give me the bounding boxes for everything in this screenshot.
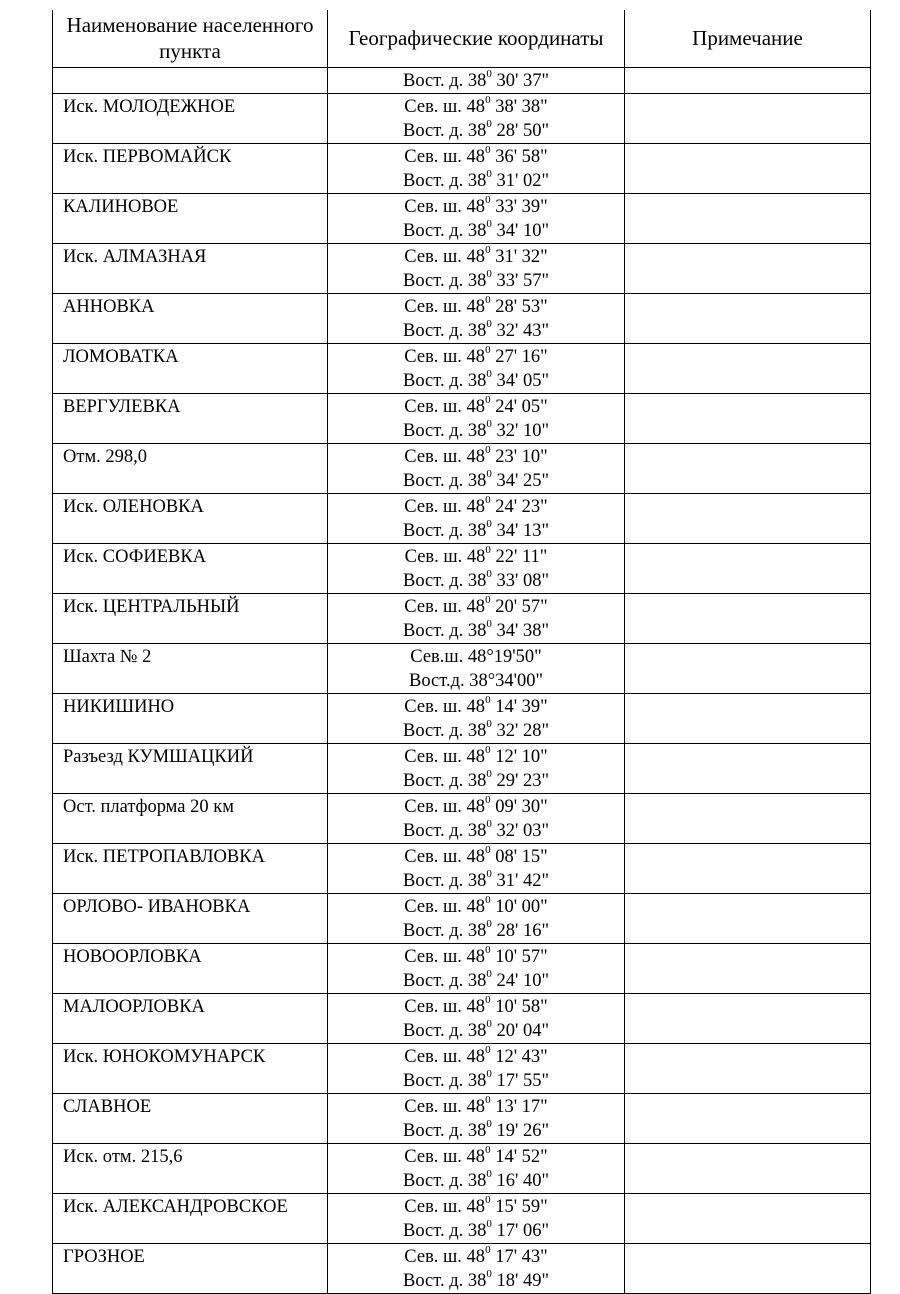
degree-mark: 0	[485, 1144, 491, 1157]
table-row	[53, 443, 871, 493]
coordinates-cell	[328, 893, 625, 943]
settlement-name: Шахта № 2	[53, 643, 328, 693]
east-longitude: Вост. д. $38^0$ 31' 02"	[402, 168, 549, 191]
settlement-name: Разъезд КУМШАЦКИЙ	[53, 743, 328, 793]
north-latitude: Сев. ш. $48^0$ 20' 57"	[404, 594, 548, 617]
settlement-name: Иск. ОЛЕНОВКА	[53, 493, 328, 543]
note-cell	[625, 193, 871, 243]
settlement-name: Иск. отм. 215,6	[53, 1143, 328, 1193]
continuation-note-cell	[625, 67, 871, 93]
continuation-east-coordinate: Вост. д. $38^0$ 30' 37"	[328, 67, 625, 93]
table-row	[53, 1043, 871, 1093]
degree-mark: 0	[486, 1168, 492, 1181]
degree-mark: 0	[485, 94, 491, 107]
east-longitude: Вост.д. 38°34'00"	[408, 670, 544, 691]
table-row	[53, 293, 871, 343]
settlement-name: Иск. СОФИЕВКА	[53, 543, 328, 593]
table-row	[53, 343, 871, 393]
east-longitude: Вост. д. $38^0$ 24' 10"	[402, 968, 549, 991]
coordinates-cell	[328, 343, 625, 393]
east-longitude: Вост. д. $38^0$ 17' 55"	[402, 1068, 549, 1091]
east-longitude: Вост. д. $38^0$ 18' 49"	[402, 1268, 549, 1291]
north-latitude: Сев. ш. $48^0$ 10' 57"	[404, 944, 548, 967]
degree-mark: 0	[486, 918, 492, 931]
degree-mark: 0	[485, 994, 491, 1007]
east-longitude: Вост. д. $38^0$ 34' 10"	[402, 218, 549, 241]
degree-mark: 0	[486, 968, 492, 981]
header-note: Примечание	[625, 10, 871, 67]
north-latitude: Сев. ш. $48^0$ 17' 43"	[404, 1244, 548, 1267]
north-latitude: Сев. ш. $48^0$ 14' 39"	[404, 694, 548, 717]
degree-mark: 0	[485, 1094, 491, 1107]
settlement-name: ВЕРГУЛЕВКА	[53, 393, 328, 443]
north-latitude: Сев. ш. $48^0$ 31' 32"	[404, 244, 548, 267]
north-latitude: Сев. ш. $48^0$ 15' 59"	[404, 1194, 548, 1217]
east-longitude: Вост. д. $38^0$ 33' 08"	[402, 568, 549, 591]
degree-mark: 0	[485, 1194, 491, 1207]
north-latitude: Сев. ш. $48^0$ 36' 58"	[404, 144, 548, 167]
coordinates-cell	[328, 943, 625, 993]
east-longitude: Вост. д. $38^0$ 32' 28"	[402, 718, 549, 741]
north-latitude: Сев. ш. $48^0$ 23' 10"	[404, 444, 548, 467]
table-row	[53, 243, 871, 293]
note-cell	[625, 93, 871, 143]
coordinates-cell	[328, 693, 625, 743]
east-longitude: Вост. д. $38^0$ 19' 26"	[402, 1118, 549, 1141]
note-cell	[625, 1043, 871, 1093]
table-row	[53, 693, 871, 743]
degree-mark: 0	[485, 294, 491, 307]
coordinates-cell	[328, 793, 625, 843]
note-cell	[625, 293, 871, 343]
note-cell	[625, 693, 871, 743]
coordinates-cell	[328, 1243, 625, 1293]
degree-mark: 0	[486, 1268, 492, 1281]
note-cell	[625, 1143, 871, 1193]
degree-mark: 0	[485, 544, 491, 557]
note-cell	[625, 843, 871, 893]
north-latitude: Сев. ш. $48^0$ 24' 23"	[404, 494, 548, 517]
degree-mark: 0	[486, 118, 492, 131]
note-cell	[625, 993, 871, 1043]
coordinates-cell	[328, 393, 625, 443]
note-cell	[625, 643, 871, 693]
north-latitude: Сев.ш. 48°19'50"	[410, 646, 542, 667]
table-body	[53, 67, 871, 1293]
settlement-name: Ост. платформа 20 км	[53, 793, 328, 843]
table-row	[53, 543, 871, 593]
east-longitude: Вост. д. $38^0$ 32' 10"	[402, 418, 549, 441]
note-cell	[625, 943, 871, 993]
note-cell	[625, 593, 871, 643]
note-cell	[625, 443, 871, 493]
settlement-name: МАЛООРЛОВКА	[53, 993, 328, 1043]
table-row	[53, 1193, 871, 1243]
coordinates-cell	[328, 443, 625, 493]
note-cell	[625, 893, 871, 943]
coordinates-cell	[328, 243, 625, 293]
degree-mark: 0	[485, 844, 491, 857]
degree-mark: 0	[485, 394, 491, 407]
settlement-name: ОРЛОВО- ИВАНОВКА	[53, 893, 328, 943]
degree-mark: 0	[485, 494, 491, 507]
settlement-name: НИКИШИНО	[53, 693, 328, 743]
east-longitude: Вост. д. $38^0$ 32' 03"	[402, 818, 549, 841]
degree-mark: 0	[485, 744, 491, 757]
settlement-name: Иск. ПЕТРОПАВЛОВКА	[53, 843, 328, 893]
degree-mark: 0	[485, 694, 491, 707]
coordinates-cell	[328, 743, 625, 793]
degree-mark: 0	[485, 894, 491, 907]
north-latitude: Сев. ш. $48^0$ 14' 52"	[404, 1144, 548, 1167]
note-cell	[625, 543, 871, 593]
note-cell	[625, 243, 871, 293]
table-row	[53, 393, 871, 443]
table-row	[53, 793, 871, 843]
degree-mark: 0	[486, 1218, 492, 1231]
degree-mark: 0	[486, 1118, 492, 1131]
table-row	[53, 893, 871, 943]
north-latitude: Сев. ш. $48^0$ 28' 53"	[404, 294, 548, 317]
note-cell	[625, 1093, 871, 1143]
east-longitude: Вост. д. $38^0$ 34' 13"	[402, 518, 549, 541]
north-latitude: Сев. ш. $48^0$ 33' 39"	[404, 194, 548, 217]
coordinates-cell	[328, 643, 625, 693]
east-longitude: Вост. д. $38^0$ 28' 50"	[402, 118, 549, 141]
degree-mark: 0	[485, 444, 491, 457]
note-cell	[625, 1243, 871, 1293]
east-longitude: Вост. д. $38^0$ 33' 57"	[402, 268, 549, 291]
coordinates-cell	[328, 493, 625, 543]
note-cell	[625, 343, 871, 393]
north-latitude: Сев. ш. $48^0$ 10' 58"	[404, 994, 548, 1017]
settlement-name: Отм. 298,0	[53, 443, 328, 493]
degree-mark: 0	[485, 144, 491, 157]
north-latitude: Сев. ш. $48^0$ 10' 00"	[404, 894, 548, 917]
note-cell	[625, 793, 871, 843]
coordinates-cell	[328, 593, 625, 643]
north-latitude: Сев. ш. $48^0$ 12' 10"	[404, 744, 548, 767]
header-coords: Географические координаты	[328, 10, 625, 67]
settlement-name: Иск. МОЛОДЕЖНОЕ	[53, 93, 328, 143]
table-row	[53, 993, 871, 1043]
degree-mark: 0	[486, 818, 492, 831]
east-longitude: Вост. д. $38^0$ 34' 05"	[402, 368, 549, 391]
settlement-name: СЛАВНОЕ	[53, 1093, 328, 1143]
table-row	[53, 643, 871, 693]
degree-mark: 0	[486, 168, 492, 181]
note-cell	[625, 493, 871, 543]
note-cell	[625, 143, 871, 193]
east-longitude: Вост. д. $38^0$ 31' 42"	[402, 868, 549, 891]
settlement-name: Иск. ЮНОКОМУНАРСК	[53, 1043, 328, 1093]
degree-mark: 0	[486, 768, 492, 781]
north-latitude: Сев. ш. $48^0$ 09' 30"	[404, 794, 548, 817]
settlement-name: КАЛИНОВОЕ	[53, 193, 328, 243]
degree-mark: 0	[485, 594, 491, 607]
note-cell	[625, 743, 871, 793]
degree-mark: 0	[486, 518, 492, 531]
degree-mark: 0	[486, 218, 492, 231]
degree-mark: 0	[486, 468, 492, 481]
table-header-row	[53, 10, 871, 67]
coordinates-cell	[328, 143, 625, 193]
degree-mark: 0	[486, 618, 492, 631]
east-longitude: Вост. д. $38^0$ 32' 43"	[402, 318, 549, 341]
header-name: Наименование населенного пункта	[53, 10, 328, 67]
degree-mark: 0	[485, 344, 491, 357]
degree-mark: 0	[485, 944, 491, 957]
degree-mark: 0	[486, 1068, 492, 1081]
coordinates-cell	[328, 93, 625, 143]
table-row	[53, 593, 871, 643]
degree-mark: 0	[486, 318, 492, 331]
coordinates-cell	[328, 1143, 625, 1193]
table-row	[53, 943, 871, 993]
east-longitude: Вост. д. $38^0$ 28' 16"	[402, 918, 549, 941]
coordinates-cell	[328, 543, 625, 593]
table-row	[53, 493, 871, 543]
east-longitude: Вост. д. $38^0$ 29' 23"	[402, 768, 549, 791]
north-latitude: Сев. ш. $48^0$ 38' 38"	[404, 94, 548, 117]
table-row	[53, 93, 871, 143]
north-latitude: Сев. ш. $48^0$ 22' 11"	[404, 544, 548, 567]
coordinates-cell	[328, 843, 625, 893]
east-longitude: Вост. д. $38^0$ 34' 25"	[402, 468, 549, 491]
degree-mark: 0	[485, 1244, 491, 1257]
degree-mark: 0	[486, 268, 492, 281]
east-longitude: Вост. д. $38^0$ 17' 06"	[402, 1218, 549, 1241]
degree-mark: 0	[486, 368, 492, 381]
settlement-name: Иск. АЛЕКСАНДРОВСКОЕ	[53, 1193, 328, 1243]
degree-mark: 0	[485, 1044, 491, 1057]
settlement-name: ЛОМОВАТКА	[53, 343, 328, 393]
table-row	[53, 743, 871, 793]
north-latitude: Сев. ш. $48^0$ 24' 05"	[404, 394, 548, 417]
north-latitude: Сев. ш. $48^0$ 08' 15"	[404, 844, 548, 867]
coordinates-cell	[328, 1093, 625, 1143]
east-longitude: Вост. д. $38^0$ 16' 40"	[402, 1168, 549, 1191]
degree-mark: 0	[486, 418, 492, 431]
degree-mark: 0	[485, 794, 491, 807]
settlement-name: АННОВКА	[53, 293, 328, 343]
north-latitude: Сев. ш. $48^0$ 27' 16"	[404, 344, 548, 367]
table-row	[53, 1093, 871, 1143]
east-longitude: Вост. д. $38^0$ 34' 38"	[402, 618, 549, 641]
table-row	[53, 843, 871, 893]
settlement-name: ГРОЗНОЕ	[53, 1243, 328, 1293]
degree-mark: 0	[486, 568, 492, 581]
coordinates-table	[52, 10, 871, 1294]
coordinates-cell	[328, 993, 625, 1043]
coordinates-cell	[328, 293, 625, 343]
table-row	[53, 1143, 871, 1193]
degree-mark: 0	[485, 244, 491, 257]
table-row	[53, 1243, 871, 1293]
settlement-name: НОВООРЛОВКА	[53, 943, 328, 993]
settlement-name: Иск. АЛМАЗНАЯ	[53, 243, 328, 293]
north-latitude: Сев. ш. $48^0$ 13' 17"	[404, 1094, 548, 1117]
table-row	[53, 193, 871, 243]
continuation-row	[53, 67, 871, 93]
degree-mark: 0	[486, 1018, 492, 1031]
north-latitude: Сев. ш. $48^0$ 12' 43"	[404, 1044, 548, 1067]
degree-mark: 0	[486, 68, 492, 81]
settlement-name: Иск. ЦЕНТРАЛЬНЫЙ	[53, 593, 328, 643]
degree-mark: 0	[486, 718, 492, 731]
coordinates-cell	[328, 1193, 625, 1243]
east-longitude: Вост. д. $38^0$ 20' 04"	[402, 1018, 549, 1041]
coordinates-cell	[328, 193, 625, 243]
continuation-name-cell	[53, 67, 328, 93]
degree-mark: 0	[486, 868, 492, 881]
settlement-name: Иск. ПЕРВОМАЙСК	[53, 143, 328, 193]
table-row	[53, 143, 871, 193]
coordinates-cell	[328, 1043, 625, 1093]
note-cell	[625, 393, 871, 443]
degree-mark: 0	[485, 194, 491, 207]
note-cell	[625, 1193, 871, 1243]
